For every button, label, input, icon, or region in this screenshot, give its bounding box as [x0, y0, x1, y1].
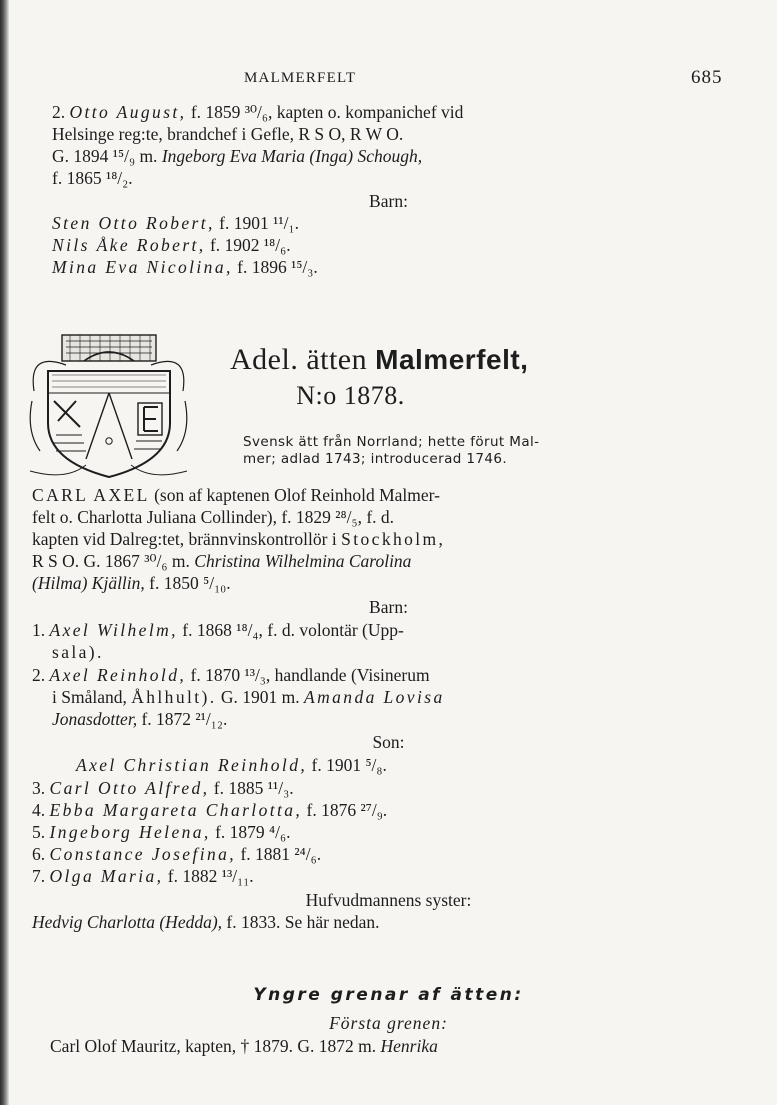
child-name: Nils Åke Robert,: [52, 235, 206, 255]
entry-text: f. 1859 ³⁰/₆, kapten o. kompanichef vid: [190, 102, 464, 122]
family-title: [230, 343, 528, 377]
grandson: [76, 754, 387, 776]
sister-name: Hedvig Charlotta (Hedda),: [32, 912, 223, 932]
carl-child-2: [32, 664, 430, 686]
marriage-text: G. 1901 m.: [220, 687, 300, 707]
first-branch-heading: Första grenen:: [329, 1013, 448, 1033]
child-name: Ingeborg Helena,: [49, 822, 211, 842]
city-name: Stockholm,: [341, 529, 446, 549]
family-description-line-1: Svensk ätt från Norrland; hette förut Mal-: [243, 434, 540, 450]
otto-entry-line-1: [52, 101, 463, 123]
grandson-name: Axel Christian Reinhold,: [76, 755, 308, 775]
child-number: 2.: [32, 665, 46, 685]
family-description-line-2: mer; adlad 1743; introducerad 1746.: [243, 451, 508, 467]
child-name: Constance Josefina,: [49, 844, 237, 864]
spouse-date: f. 1850 ⁵/₁₀.: [149, 573, 231, 593]
child-number: 7.: [32, 866, 46, 886]
otto-entry-line-3: [52, 145, 422, 167]
child-text: i Småland,: [52, 687, 127, 707]
carl-entry-line-3: [32, 528, 445, 550]
page-number: 685: [691, 67, 723, 88]
family-number: N:o 1878.: [296, 381, 405, 410]
carl-child-5: [32, 821, 290, 843]
carl-child-2-wife: [52, 708, 227, 730]
marriage-text: R S O. G. 1867 ³⁰/₆ m.: [32, 551, 190, 571]
child-name: Olga Maria,: [49, 866, 164, 886]
place-name: Åhlhult).: [131, 687, 217, 707]
coat-of-arms-icon: [26, 331, 191, 483]
carl-children-heading: Barn:: [369, 597, 408, 617]
otto-child-2: [52, 234, 291, 256]
spouse-name: Amanda Lovisa: [304, 687, 445, 707]
spouse-name-cont: Jonasdotter,: [52, 709, 138, 729]
son-heading: Son:: [372, 732, 405, 752]
child-date: f. 1879 ⁴/₆.: [215, 822, 291, 842]
carl-entry-line-4: [32, 550, 411, 572]
spouse-name: Ingeborg Eva Maria (Inga) Schough,: [161, 146, 423, 166]
child-text: f. 1870 ¹³/₃, handlande (Visinerum: [190, 665, 430, 685]
entry-text: (son af kaptenen Olof Reinhold Malmer-: [154, 485, 440, 505]
child-date: f. 1902 ¹⁸/₆.: [209, 235, 291, 255]
branch-text: Carl Olof Mauritz, kapten, † 1879. G. 1872 m.: [50, 1036, 377, 1056]
spouse-date: f. 1872 ²¹/₁₂.: [141, 709, 228, 729]
child-date: f. 1885 ¹¹/₃.: [213, 778, 294, 798]
child-name: Ebba Margareta Charlotta,: [49, 800, 303, 820]
grandson-date: f. 1901 ⁵/₈.: [311, 755, 387, 775]
otto-child-3: [52, 256, 318, 278]
carl-entry-line-1: [32, 484, 440, 506]
otto-child-1: [52, 212, 299, 234]
family-title-name: Malmerfelt,: [375, 344, 529, 375]
child-text: sala).: [52, 642, 104, 662]
family-title-prefix: Adel. ätten: [230, 343, 368, 376]
child-date: f. 1876 ²⁷/₉.: [306, 800, 388, 820]
child-number: 3.: [32, 778, 46, 798]
child-name: Carl Otto Alfred,: [49, 778, 210, 798]
carl-child-1-cont: [52, 641, 104, 663]
child-number: 6.: [32, 844, 46, 864]
spouse-name: Henrika: [380, 1036, 438, 1056]
carl-entry-line-5: [32, 572, 231, 594]
sister-heading: Hufvudmannens syster:: [305, 890, 472, 910]
otto-entry-line-2: Helsinge reg:te, brandchef i Gefle, R S O, R W O.: [52, 124, 404, 144]
child-number: 5.: [32, 822, 46, 842]
child-name: Axel Reinhold,: [49, 665, 187, 685]
person-name: Otto August,: [69, 102, 187, 122]
child-name: Axel Wilhelm,: [49, 620, 178, 640]
child-date: f. 1881 ²⁴/₆.: [240, 844, 322, 864]
child-date: f. 1882 ¹³/₁₁.: [167, 866, 254, 886]
carl-child-4: [32, 799, 387, 821]
entry-number: 2.: [52, 102, 66, 122]
sister-entry: [32, 911, 380, 933]
sister-text: f. 1833. Se här nedan.: [226, 912, 380, 932]
first-branch-line: [50, 1035, 438, 1057]
carl-child-6: [32, 843, 321, 865]
head-name: CARL AXEL: [32, 485, 150, 505]
child-text: f. 1868 ¹⁸/₄, f. d. volontär (Upp-: [182, 620, 404, 640]
carl-entry-line-2: felt o. Charlotta Juliana Collinder), f. 1829 ²⁸/₅, f. d.: [32, 507, 395, 527]
spouse-name-cont: (Hilma) Kjällin,: [32, 573, 145, 593]
otto-children-heading: Barn:: [369, 191, 408, 211]
branches-title: Yngre grenar af ätten:: [253, 985, 524, 1005]
child-name: Sten Otto Robert,: [52, 213, 215, 233]
child-date: f. 1901 ¹¹/₁.: [219, 213, 299, 233]
child-number: 1.: [32, 620, 46, 640]
entry-text: kapten vid Dalreg:tet, brännvinskontrollör i: [32, 529, 337, 549]
carl-child-1: [32, 619, 404, 641]
running-title: MALMERFELT: [244, 70, 357, 86]
otto-entry-line-4: f. 1865 ¹⁸/₂.: [52, 168, 133, 188]
marriage-text: G. 1894 ¹⁵/₉ m.: [52, 146, 158, 166]
child-date: f. 1896 ¹⁵/₃.: [237, 257, 318, 277]
child-name: Mina Eva Nicolina,: [52, 257, 233, 277]
carl-child-3: [32, 777, 294, 799]
carl-child-7: [32, 865, 254, 887]
carl-child-2-cont: [52, 686, 445, 708]
child-number: 4.: [32, 800, 46, 820]
spouse-name: Christina Wilhelmina Carolina: [194, 551, 412, 571]
